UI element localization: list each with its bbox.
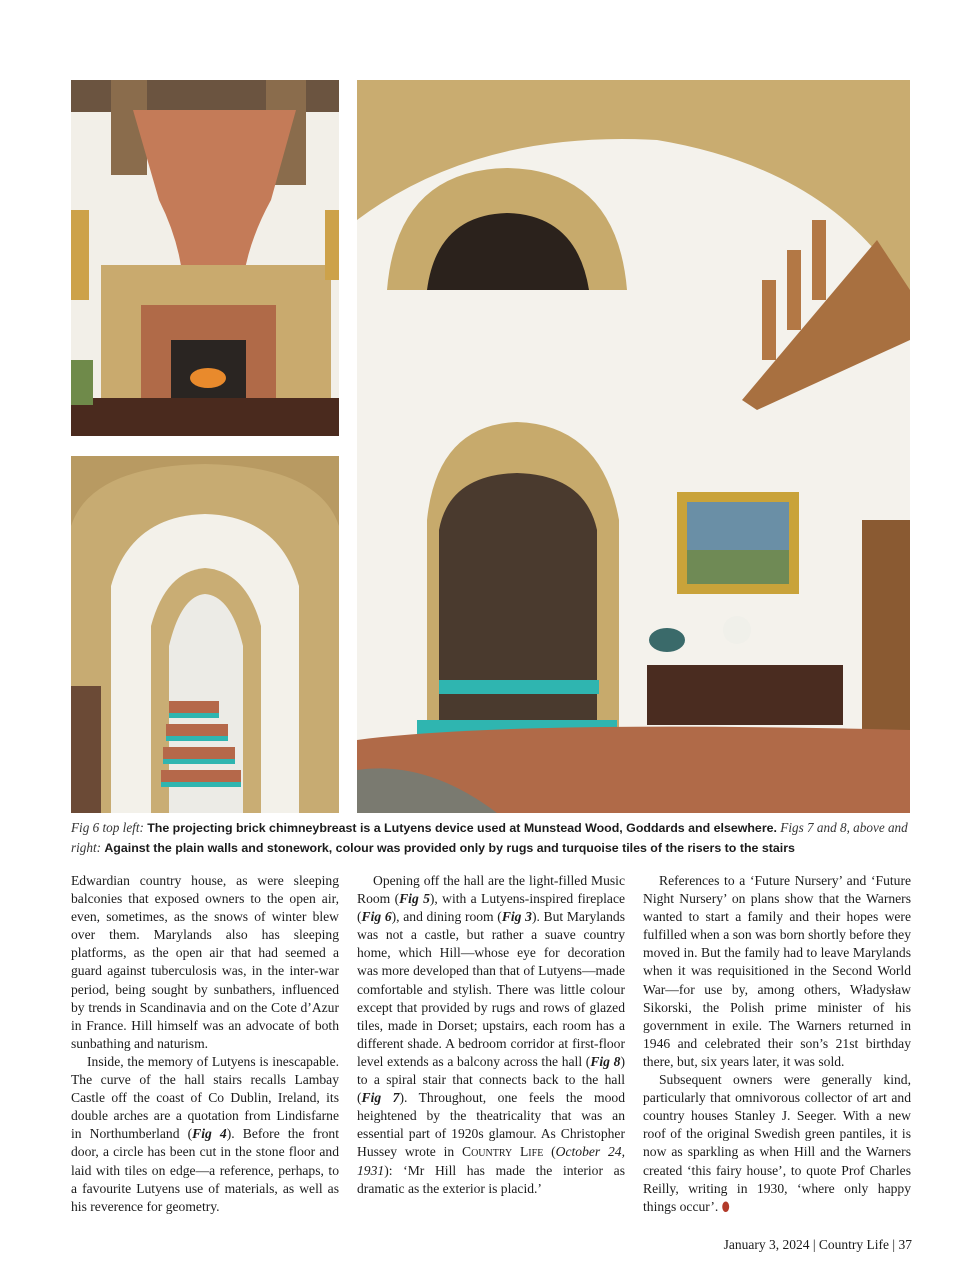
col2-text-c: ), and dining room ( xyxy=(391,909,502,925)
fig7-spiral-stair-photo xyxy=(71,456,339,813)
folio-separator: | xyxy=(889,1237,899,1252)
magazine-title: Country Life xyxy=(818,1237,890,1252)
fig-reference: Fig 8 xyxy=(590,1053,621,1069)
col2-text-b: ), with a Lutyens-inspired fireplace ( xyxy=(357,891,626,925)
end-mark-icon: ⬮ xyxy=(721,1198,730,1214)
caption-fig6-ref: Fig 6 top left: xyxy=(71,820,144,835)
fig-reference: Fig 7 xyxy=(361,1090,400,1106)
col2-text-e: ) to a spiral stair that connects back to the hall ( xyxy=(357,1053,625,1106)
fig-reference: Fig 4 xyxy=(192,1126,227,1142)
col2-text-g: ( xyxy=(543,1144,556,1160)
citation-date: October 24, 1931 xyxy=(357,1144,625,1178)
issue-date: January 3, 2024 xyxy=(723,1237,810,1252)
figure-caption xyxy=(71,818,913,858)
col1-p2-text-b: ). Before the front door, a circle has been cut in the stone floor and laid with tiles on edge—a reference, perhaps, to a favourite Lutyens use of materials, as well as his reverence for geometry. xyxy=(71,1126,339,1214)
col1-paragraph-2 xyxy=(71,1053,339,1216)
fig-reference: Fig 5 xyxy=(399,891,430,907)
fig-reference: Fig 3 xyxy=(501,909,532,925)
col2-text-h: ): ‘Mr Hill has made the interior as dramatic as the exterior is placid.’ xyxy=(357,1162,625,1196)
col3-p2-text: Subsequent owners were generally kind, particularly that omnivorous collector of art and country houses Stanley J. Seeger. With a new roof of the original Swedish green pantiles, it is now as sparkling as when Hill and the Warners created ‘this fairy house’, to quote Prof Charles Reilly, writing in 1930, ‘where only happy things occur’. xyxy=(643,1072,911,1214)
page-number: 37 xyxy=(898,1237,912,1252)
caption-fig78-text: Against the plain walls and stonework, colour was provided only by rugs and turquoise tiles of the risers to the stairs xyxy=(104,841,795,855)
col3-paragraph-1: References to a ‘Future Nursery’ and ‘Future Night Nursery’ on plans show that the Warners wanted to start a family and their hopes were fulfilled when a son was born shortly before they moved in. But the family had to leave Marylands when it was requisitioned in the Second World War—for use by, among others, Władysław Sikorski, the Polish prime minister of his government in exile. The Warners returned in 1946 and celebrated their son’s 21st birthday there, but, six years later, it was sold. xyxy=(643,873,911,1069)
col2-paragraph-1 xyxy=(357,872,625,1198)
article-column-3 xyxy=(643,872,911,1216)
caption-fig6-text: The projecting brick chimneybreast is a Lutyens device used at Munstead Wood, Goddards and elsewhere. xyxy=(147,821,777,835)
fig8-hall-photo xyxy=(357,80,910,813)
caption-fig78-ref: Figs 7 and 8, above and right: xyxy=(71,820,908,855)
page-folio xyxy=(724,1237,912,1253)
col2-text-f: ). Throughout, one feels the mood heightened by the theatricality that was an essential part of 1920s glamour. As Christopher Hussey wrote in xyxy=(357,1090,625,1160)
col1-paragraph-1: Edwardian country house, as were sleeping balconies that exposed owners to the open air, even, sometimes, as the snows of winter blew over them. Marylands also has sleeping platforms, as the open air that had seemed a guard against tuberculosis was, in the inter-war period, being sought by sunbathers, influenced by trends in Scandinavia and on the Cote d’Azur in France. Hill himself was an advocate of both sunbathing and naturism. xyxy=(71,873,339,1051)
fig6-fireplace-photo xyxy=(71,80,339,436)
col2-text-a: Opening off the hall are the light-filled Music Room ( xyxy=(357,873,625,907)
article-column-2 xyxy=(357,872,625,1198)
article-column-1 xyxy=(71,872,339,1216)
col2-text-d: ). But Marylands was not a castle, but rather a suave country home, which Hill—whose eye for decoration was more developed than that of Lutyens—made comfortable and stylish. There was little colour except that provided by rugs and rows of glazed tiles, made in Dorset; upstairs, each room has a different shade. A bedroom corridor at first-floor level extends as a balcony across the hall ( xyxy=(357,909,625,1069)
magazine-name: Country Life xyxy=(462,1144,544,1160)
col1-p2-text-a: Inside, the memory of Lutyens is inescapable. The curve of the hall stairs recalls Lambay Castle off the coast of Co Dublin, Ireland, its double arches are a quotation from Lindisfarne in Northumberland ( xyxy=(71,1053,339,1142)
folio-separator: | xyxy=(809,1237,819,1252)
col3-paragraph-2 xyxy=(643,1071,911,1216)
fig-reference: Fig 6 xyxy=(361,909,392,925)
